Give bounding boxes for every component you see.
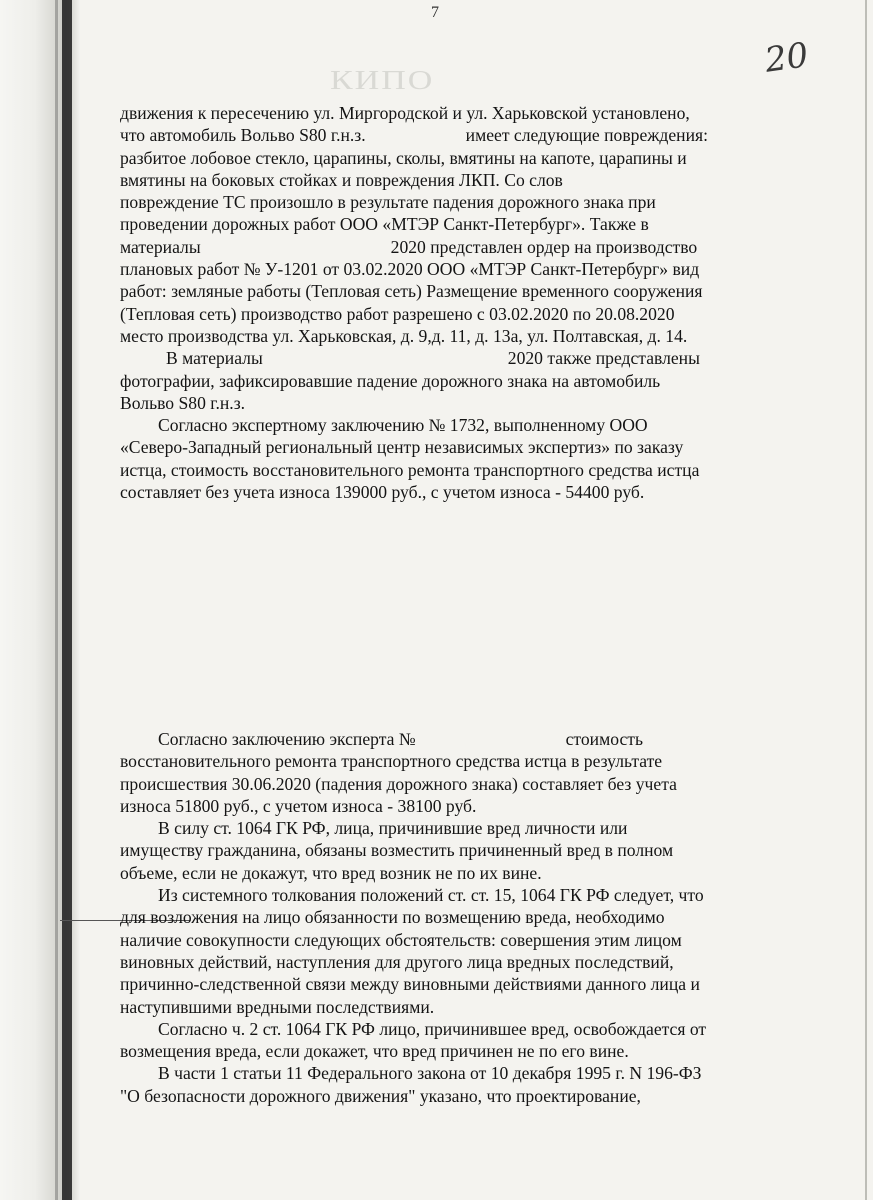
handwritten-corner-number: 20 (762, 35, 811, 81)
paragraph-6: Из системного толкования положений ст. ст. 15, 1064 ГК РФ следует, что для возложения на лицо обязанности по возмещению вреда, необходимо наличие совокупности следующих обстоятельств: совершения этим лицом виновных действий, наступления для другого лица вредных последствий, причинно-следственной связи между виновными действиями данного лица и наступившими вредными последствиями. (120, 885, 704, 1017)
paragraph-4: Согласно заключению эксперта № стоимость восстановительного ремонта транспортного средства истца в результате происшествия 30.06.2020 (падения дорожного знака) составляет без учета износа 51800 руб., с учетом износа - 38100 руб. (120, 729, 677, 816)
scan-right-edge (865, 0, 867, 1200)
paragraph-7: Согласно ч. 2 ст. 1064 ГК РФ лицо, причинившее вред, освобождается от возмещения вреда, если докажет, что вред причинен не по его вине. (120, 1018, 707, 1062)
paragraph-2: В материалы 2020 также представлены фотографии, зафиксировавшие падение дорожного знака на автомобиль Вольво S80 г.н.з. (120, 348, 700, 413)
text-block-upper (120, 102, 788, 503)
paragraph-8: В части 1 статьи 11 Федерального закона от 10 декабря 1995 г. N 196-ФЗ "О безопасности дорожного движения" указано, что проектирование, (120, 1063, 702, 1106)
paragraph-1: движения к пересечению ул. Миргородской и ул. Харьковской установлено, что автомобиль Вольво S80 г.н.з. имеет следующие повреждения: разбитое лобовое стекло, царапины, сколы, вмятины на капоте, царапины и вмятины на боковых стойках и повреждения ЛКП. Со слов повреждение ТС произошло в результате падения дорожного знака при проведении дорожных работ ООО «МТЭР Санкт-Петербург». Также в материалы 2020 представлен ордер на производство плановых работ № У-1201 от 03.02.2020 ООО «МТЭР Санкт-Петербург» вид работ: земляные работы (Тепловая сеть) Размещение временного сооружения (Тепловая сеть) производство работ разрешено с 03.02.2020 по 20.08.2020 место производства ул. Харьковская, д. 9,д. 11, д. 13а, ул. Полтавская, д. 14. (120, 103, 708, 346)
text-block-lower (120, 728, 788, 1107)
paragraph-3: Согласно экспертному заключению № 1732, выполненному ООО «Северо-Западный региональный центр независимых экспертиз» по заказу истца, стоимость восстановительного ремонта транспортного средства истца составляет без учета износа 139000 руб., с учетом износа - 54400 руб. (120, 415, 700, 503)
page-number: 7 (431, 4, 439, 21)
scan-streak (62, 0, 72, 1200)
paragraph-5: В силу ст. 1064 ГК РФ, лица, причинившие вред личности или имуществу гражданина, обязаны возместить причиненный вред в полном объеме, если не докажут, что вред возник не по их вине. (120, 818, 674, 883)
bleed-through-text: КИПО (330, 65, 435, 96)
scan-streak-faint (55, 0, 58, 1200)
